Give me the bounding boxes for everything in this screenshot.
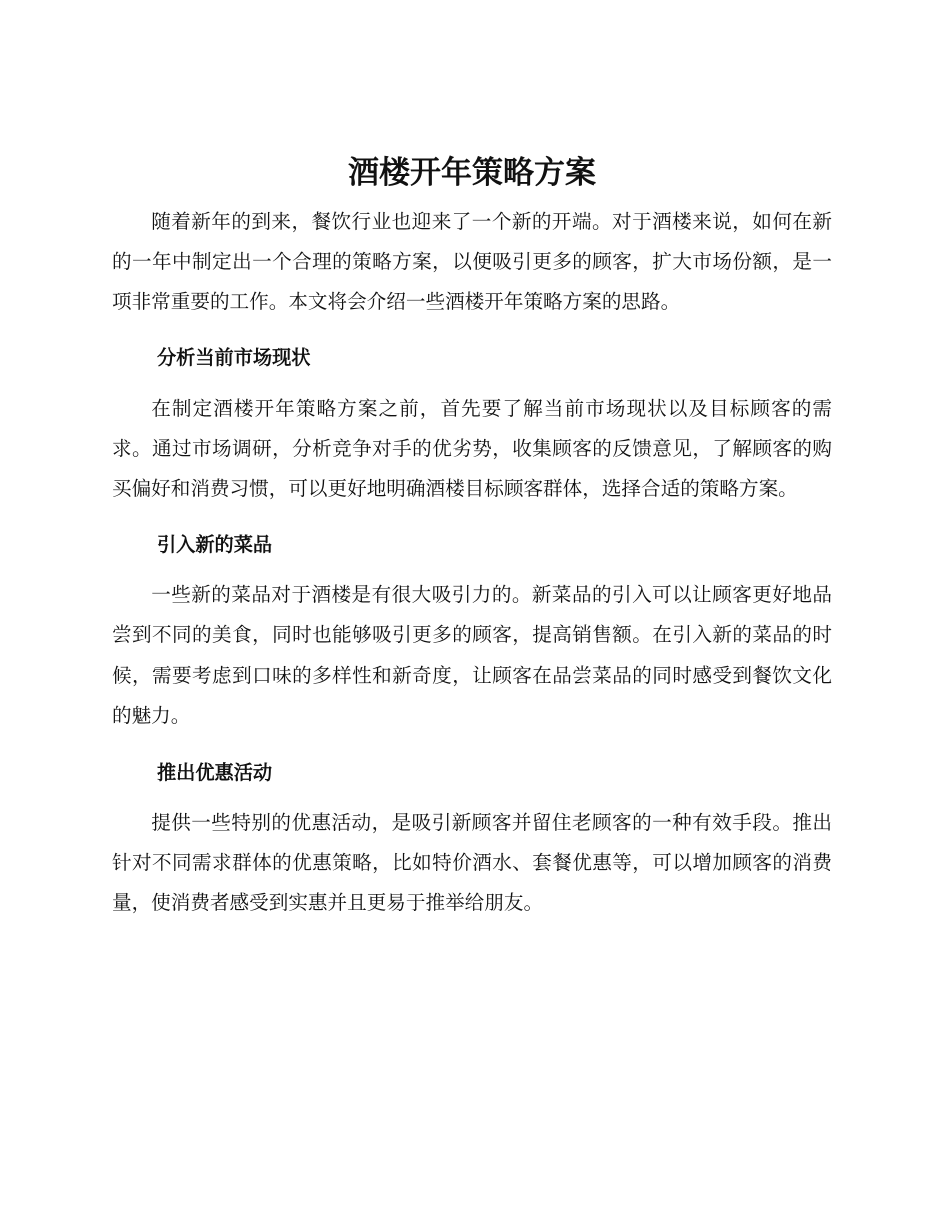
section-body-new-dishes: 一些新的菜品对于酒楼是有很大吸引力的。新菜品的引入可以让顾客更好地品尝到不同的美食，同时也能够吸引更多的顾客，提高销售额。在引入新的菜品的时候，需要考虑到口味的多样性和新奇度，让顾客在品尝菜品的同时感受到餐饮文化的魅力。 xyxy=(112,583,832,727)
section-heading-market-analysis: 分析当前市场现状 xyxy=(157,345,311,369)
intro-paragraph: 随着新年的到来，餐饮行业也迎来了一个新的开端。对于酒楼来说，如何在新的一年中制定出一个合理的策略方案，以便吸引更多的顾客，扩大市场份额，是一项非常重要的工作。本文将会介绍一些酒楼开年策略方案的思路。 xyxy=(112,210,832,314)
document-body xyxy=(112,150,832,924)
document-title: 酒楼开年策略方案 xyxy=(348,155,596,191)
section-body-promotions: 提供一些特别的优惠活动，是吸引新顾客并留住老顾客的一种有效手段。推出针对不同需求群体的优惠策略，比如特价酒水、套餐优惠等，可以增加顾客的消费量，使消费者感受到实惠并且更易于推举给朋友。 xyxy=(112,811,832,915)
section-body-market-analysis: 在制定酒楼开年策略方案之前，首先要了解当前市场现状以及目标顾客的需求。通过市场调研，分析竞争对手的优劣势，收集顾客的反馈意见，了解顾客的购买偏好和消费习惯，可以更好地明确酒楼目标顾客群体，选择合适的策略方案。 xyxy=(112,396,832,501)
section-heading-new-dishes: 引入新的菜品 xyxy=(157,533,273,557)
section-heading-promotions: 推出优惠活动 xyxy=(157,761,273,785)
